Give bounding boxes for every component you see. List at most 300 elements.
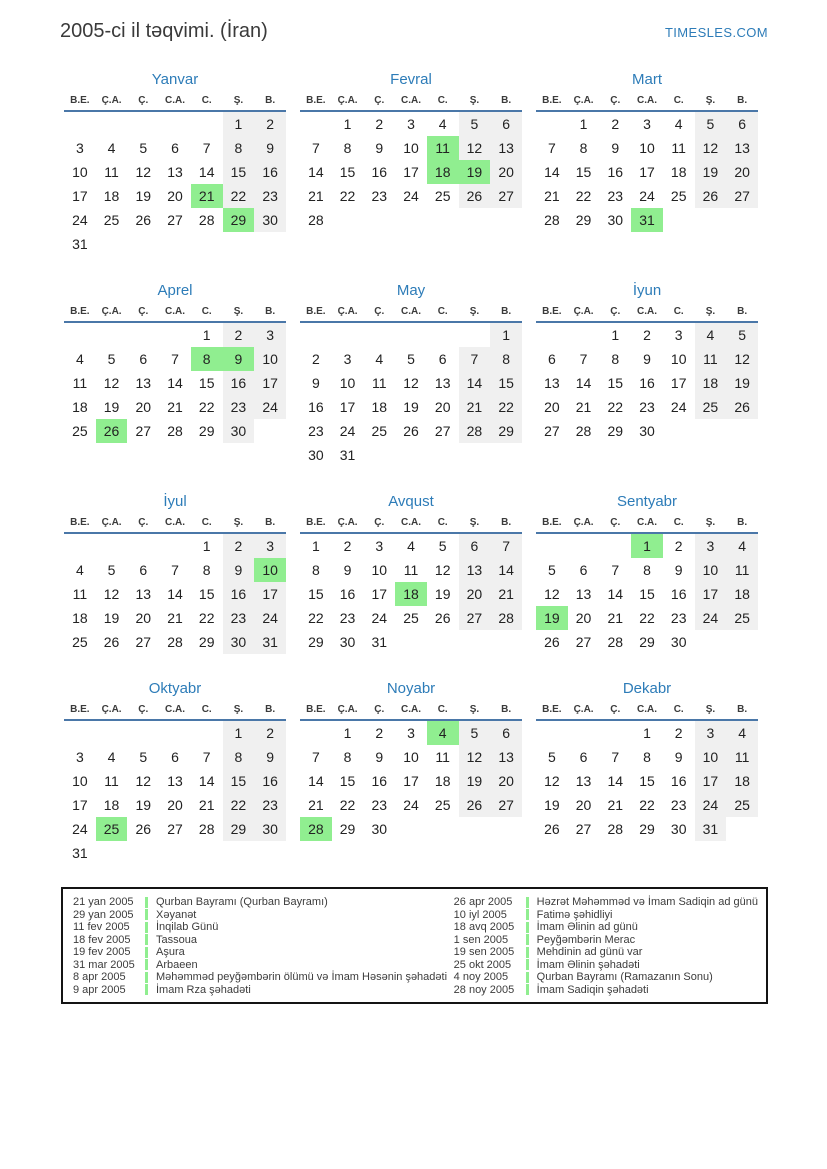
weekday-header: C.A. [636, 704, 657, 715]
weekday-header: B. [501, 517, 512, 528]
holiday-color-bar [526, 972, 529, 983]
weekday-header: B. [265, 95, 276, 106]
day-cell: 28 [198, 821, 215, 837]
day-cell: 29 [198, 634, 215, 650]
weekday-header: Ç.A. [337, 95, 358, 106]
day-cell: 12 [459, 745, 491, 769]
legend-label: Tassoua [156, 933, 197, 946]
day-cell: 22 [308, 610, 324, 626]
day-cell: 24 [695, 793, 727, 817]
day-cell: 12 [103, 375, 120, 391]
day-cell: 29 [607, 423, 624, 439]
holiday-day-cell: 18 [395, 582, 427, 606]
weekday-header: Ç.A. [101, 306, 122, 317]
day-cell: 27 [575, 821, 592, 837]
empty-day-cell [332, 323, 364, 347]
month-days [300, 112, 522, 232]
month-title: Aprel [157, 282, 193, 299]
day-cell: 28 [575, 423, 592, 439]
month-11 [300, 678, 522, 841]
holiday-day-cell: 31 [631, 208, 663, 232]
day-cell: 29 [223, 817, 255, 841]
empty-day-cell [599, 721, 631, 745]
day-cell: 2 [674, 725, 683, 741]
weekday-header: C. [201, 95, 212, 106]
day-cell: 25 [371, 423, 388, 439]
day-cell: 6 [438, 351, 447, 367]
legend-label: Arbaeen [156, 958, 198, 971]
month-title: Dekabr [622, 680, 672, 697]
day-cell: 7 [311, 749, 320, 765]
day-cell: 6 [459, 534, 491, 558]
empty-day-cell [64, 323, 96, 347]
month-7 [64, 491, 286, 654]
day-cell: 9 [254, 136, 286, 160]
weekday-header: C. [201, 306, 212, 317]
day-cell: 19 [695, 160, 727, 184]
month-days [300, 721, 522, 841]
day-cell: 7 [490, 534, 522, 558]
empty-day-cell [127, 534, 159, 558]
day-cell: 12 [544, 773, 560, 789]
weekday-header: C. [437, 704, 448, 715]
day-cell: 7 [547, 140, 556, 156]
weekday-header: C.A. [636, 517, 657, 528]
month-days [536, 721, 758, 841]
weekday-header: B. [737, 704, 748, 715]
day-cell: 10 [670, 351, 687, 367]
months-grid [64, 69, 758, 865]
day-cell: 17 [695, 769, 727, 793]
legend-entry [73, 984, 454, 997]
day-cell: 15 [607, 375, 624, 391]
day-cell: 22 [198, 399, 215, 415]
day-cell: 16 [371, 773, 388, 789]
holiday-day-cell: 25 [96, 817, 128, 841]
day-cell: 5 [726, 323, 758, 347]
day-cell: 29 [339, 821, 356, 837]
day-cell: 15 [223, 160, 255, 184]
day-cell: 26 [135, 821, 152, 837]
weekday-header: B. [737, 517, 748, 528]
legend-date: 9 apr 2005 [73, 983, 126, 996]
day-cell: 20 [135, 610, 152, 626]
day-cell: 3 [254, 323, 286, 347]
weekday-header: C. [201, 704, 212, 715]
day-cell: 20 [490, 769, 522, 793]
day-cell: 26 [135, 212, 152, 228]
day-cell: 27 [726, 184, 758, 208]
day-cell: 1 [611, 327, 620, 343]
empty-day-cell [363, 323, 395, 347]
weekday-header: Ş. [233, 306, 244, 317]
day-cell: 11 [695, 347, 727, 371]
legend-entry [73, 934, 454, 947]
empty-day-cell [127, 323, 159, 347]
day-cell: 24 [403, 188, 419, 204]
day-cell: 2 [311, 351, 320, 367]
day-cell: 28 [308, 212, 324, 228]
day-cell: 11 [726, 745, 758, 769]
day-cell: 5 [107, 562, 116, 578]
day-cell: 15 [308, 586, 324, 602]
month-days [300, 534, 522, 654]
legend-date: 19 fev 2005 [73, 946, 131, 959]
weekday-header: Ç.A. [101, 95, 122, 106]
weekday-header: B.E. [70, 517, 90, 528]
day-cell: 21 [308, 188, 324, 204]
day-cell: 13 [490, 745, 522, 769]
day-cell: 14 [575, 375, 592, 391]
weekday-header: B.E. [306, 517, 326, 528]
day-cell: 24 [339, 423, 356, 439]
day-cell: 11 [72, 375, 88, 391]
day-cell: 12 [135, 164, 152, 180]
day-cell: 17 [403, 164, 419, 180]
day-cell: 4 [726, 721, 758, 745]
day-cell: 1 [311, 538, 320, 554]
day-cell: 17 [403, 773, 419, 789]
holiday-day-cell: 19 [459, 160, 491, 184]
day-cell: 1 [343, 116, 352, 132]
holiday-day-cell: 29 [223, 208, 255, 232]
legend-label: Xəyanət [156, 908, 197, 921]
legend-date: 21 yan 2005 [73, 896, 134, 909]
legend-box [61, 887, 768, 1004]
empty-day-cell [159, 721, 191, 745]
weekday-header-row [536, 517, 758, 534]
empty-day-cell [536, 112, 568, 136]
day-cell: 14 [198, 773, 215, 789]
day-cell: 27 [459, 606, 491, 630]
day-cell: 24 [670, 399, 687, 415]
empty-day-cell [395, 323, 427, 347]
day-cell: 28 [607, 634, 624, 650]
page-title: 2005-ci il təqvimi. (İran) [60, 20, 268, 42]
day-cell: 3 [343, 351, 352, 367]
legend-entry [73, 909, 454, 922]
empty-day-cell [536, 534, 568, 558]
weekday-header: Ç. [610, 517, 621, 528]
day-cell: 23 [308, 423, 324, 439]
legend-entry [454, 921, 758, 934]
day-cell: 13 [135, 586, 152, 602]
day-cell: 18 [695, 371, 727, 395]
day-cell: 2 [611, 116, 620, 132]
day-cell: 30 [670, 634, 687, 650]
day-cell: 25 [726, 606, 758, 630]
day-cell: 2 [343, 538, 352, 554]
day-cell: 1 [343, 725, 352, 741]
day-cell: 21 [167, 610, 183, 626]
legend-date: 18 avq 2005 [453, 921, 515, 934]
holiday-color-bar [145, 947, 148, 958]
day-cell: 5 [459, 721, 491, 745]
day-cell: 30 [308, 447, 324, 463]
holiday-color-bar [145, 897, 148, 908]
legend-date: 31 mar 2005 [73, 958, 135, 971]
day-cell: 6 [579, 749, 588, 765]
day-cell: 30 [670, 821, 687, 837]
empty-day-cell [300, 112, 332, 136]
month-title: Avqust [388, 493, 434, 510]
day-cell: 7 [202, 749, 211, 765]
month-title: Sentyabr [616, 493, 678, 510]
empty-day-cell [64, 112, 96, 136]
day-cell: 23 [371, 188, 388, 204]
day-cell: 27 [135, 423, 152, 439]
legend-label: Qurban Bayramı (Ramazanın Sonu) [536, 971, 713, 984]
day-cell: 30 [254, 208, 286, 232]
day-cell: 5 [139, 749, 148, 765]
day-cell: 20 [167, 188, 183, 204]
day-cell: 8 [643, 562, 651, 578]
day-cell: 2 [375, 116, 384, 132]
weekday-header-row [300, 704, 522, 721]
day-cell: 31 [254, 630, 286, 654]
day-cell: 10 [695, 558, 727, 582]
day-cell: 12 [459, 136, 491, 160]
day-cell: 28 [607, 821, 624, 837]
day-cell: 3 [695, 721, 727, 745]
day-cell: 19 [403, 399, 419, 415]
empty-day-cell [568, 721, 600, 745]
day-cell: 9 [375, 140, 384, 156]
legend-label: Həzrət Məhəmməd və İmam Sadiqin ad günü [536, 896, 758, 909]
day-cell: 10 [254, 347, 286, 371]
day-cell: 15 [575, 164, 592, 180]
day-cell: 14 [544, 164, 560, 180]
month-2 [300, 69, 522, 232]
weekday-header: B. [737, 95, 748, 106]
legend-entry [454, 971, 758, 984]
day-cell: 14 [198, 164, 215, 180]
day-cell: 20 [459, 582, 491, 606]
day-cell: 31 [72, 236, 88, 252]
month-title: İyul [163, 493, 187, 510]
day-cell: 2 [223, 534, 255, 558]
day-cell: 17 [254, 582, 286, 606]
day-cell: 26 [459, 793, 491, 817]
legend-entry [73, 971, 454, 984]
legend-date: 10 iyl 2005 [453, 908, 507, 921]
day-cell: 4 [726, 534, 758, 558]
day-cell: 14 [308, 773, 324, 789]
holiday-color-bar [145, 959, 148, 970]
day-cell: 21 [198, 797, 215, 813]
day-cell: 10 [695, 745, 727, 769]
holiday-day-cell: 1 [631, 534, 663, 558]
weekday-header: B.E. [306, 306, 326, 317]
day-cell: 10 [371, 562, 388, 578]
empty-day-cell [159, 112, 191, 136]
month-12 [536, 678, 758, 841]
day-cell: 26 [726, 395, 758, 419]
day-cell: 9 [223, 558, 255, 582]
day-cell: 8 [343, 749, 352, 765]
day-cell: 21 [459, 395, 491, 419]
weekday-header: C. [437, 517, 448, 528]
weekday-header: B.E. [542, 704, 562, 715]
day-cell: 4 [375, 351, 384, 367]
day-cell: 26 [695, 184, 727, 208]
day-cell: 11 [104, 773, 119, 789]
holiday-day-cell: 18 [427, 160, 459, 184]
day-cell: 9 [674, 749, 683, 765]
month-1 [64, 69, 286, 256]
day-cell: 31 [695, 817, 727, 841]
month-days [536, 112, 758, 232]
legend-label: İmam Əlinin ad günü [536, 921, 638, 934]
day-cell: 16 [371, 164, 388, 180]
holiday-color-bar [526, 947, 529, 958]
empty-day-cell [159, 534, 191, 558]
empty-day-cell [96, 323, 128, 347]
day-cell: 29 [308, 634, 324, 650]
holiday-color-bar [145, 922, 148, 933]
day-cell: 27 [490, 184, 522, 208]
day-cell: 24 [72, 821, 88, 837]
day-cell: 29 [490, 419, 522, 443]
legend-label: İnqilab Günü [156, 921, 219, 934]
weekday-header: C.A. [164, 517, 185, 528]
day-cell: 15 [339, 773, 356, 789]
holiday-color-bar [145, 909, 148, 920]
day-cell: 25 [434, 188, 451, 204]
day-cell: 23 [639, 399, 655, 415]
day-cell: 6 [490, 112, 522, 136]
holiday-day-cell: 19 [536, 606, 568, 630]
day-cell: 20 [544, 399, 560, 415]
weekday-header: Ş. [233, 517, 244, 528]
day-cell: 29 [639, 634, 655, 650]
day-cell: 1 [490, 323, 522, 347]
weekday-header: C. [673, 704, 684, 715]
day-cell: 4 [107, 140, 116, 156]
empty-day-cell [427, 323, 459, 347]
day-cell: 18 [103, 188, 120, 204]
day-cell: 24 [371, 610, 388, 626]
weekday-header: B. [737, 306, 748, 317]
month-title: Oktyabr [148, 680, 202, 697]
day-cell: 19 [459, 769, 491, 793]
day-cell: 21 [308, 797, 324, 813]
day-cell: 14 [167, 586, 183, 602]
day-cell: 26 [103, 634, 120, 650]
empty-day-cell [568, 323, 600, 347]
day-cell: 9 [343, 562, 352, 578]
weekday-header: Ç. [374, 306, 385, 317]
weekday-header-row [536, 306, 758, 323]
day-cell: 9 [375, 749, 384, 765]
day-cell: 4 [695, 323, 727, 347]
day-cell: 19 [726, 371, 758, 395]
day-cell: 3 [375, 538, 384, 554]
empty-day-cell [568, 534, 600, 558]
day-cell: 3 [407, 116, 415, 132]
day-cell: 3 [674, 327, 683, 343]
day-cell: 7 [311, 140, 320, 156]
day-cell: 6 [171, 140, 179, 156]
weekday-header: Ç. [138, 95, 149, 106]
day-cell: 12 [726, 347, 758, 371]
day-cell: 23 [223, 606, 255, 630]
day-cell: 13 [167, 164, 183, 180]
weekday-header: B.E. [542, 95, 562, 106]
day-cell: 17 [72, 188, 88, 204]
empty-day-cell [191, 721, 223, 745]
weekday-header: B.E. [542, 517, 562, 528]
weekday-header: B.E. [306, 95, 326, 106]
day-cell: 4 [674, 116, 683, 132]
day-cell: 20 [726, 160, 758, 184]
day-cell: 25 [403, 610, 419, 626]
day-cell: 31 [339, 447, 356, 463]
day-cell: 10 [339, 375, 356, 391]
legend-label: İmam Əlinin şəhadəti [536, 958, 640, 971]
day-cell: 3 [695, 534, 727, 558]
day-cell: 13 [459, 558, 491, 582]
day-cell: 25 [670, 188, 687, 204]
day-cell: 13 [726, 136, 758, 160]
holiday-day-cell: 10 [254, 558, 286, 582]
day-cell: 18 [371, 399, 388, 415]
day-cell: 26 [403, 423, 419, 439]
day-cell: 20 [135, 399, 152, 415]
legend-label: Mehdinin ad günü var [536, 946, 643, 959]
legend-entry [454, 984, 758, 997]
weekday-header: B. [501, 306, 512, 317]
weekday-header: Ç. [374, 95, 385, 106]
day-cell: 17 [371, 586, 388, 602]
legend-entry [454, 959, 758, 972]
legend-date: 19 sen 2005 [453, 946, 515, 959]
day-cell: 10 [639, 140, 655, 156]
legend-entry [73, 946, 454, 959]
weekday-header-row [300, 517, 522, 534]
day-cell: 3 [254, 534, 286, 558]
day-cell: 23 [670, 797, 687, 813]
day-cell: 28 [167, 423, 183, 439]
day-cell: 6 [726, 112, 758, 136]
month-title: Mart [632, 71, 662, 88]
day-cell: 28 [544, 212, 560, 228]
legend-date: 26 apr 2005 [453, 896, 513, 909]
day-cell: 27 [544, 423, 560, 439]
day-cell: 30 [339, 634, 356, 650]
day-cell: 4 [75, 562, 84, 578]
day-cell: 15 [490, 371, 522, 395]
brand-link[interactable]: TIMESLES.COM [664, 25, 768, 40]
day-cell: 21 [607, 610, 624, 626]
month-title: İyun [632, 282, 662, 299]
month-title: Fevral [390, 71, 432, 88]
day-cell: 17 [695, 582, 727, 606]
empty-day-cell [536, 323, 568, 347]
legend-label: Qurban Bayramı (Qurban Bayramı) [156, 896, 328, 909]
day-cell: 12 [434, 562, 451, 578]
day-cell: 24 [254, 395, 286, 419]
legend-date: 4 noy 2005 [453, 971, 509, 984]
weekday-header: C.A. [636, 95, 657, 106]
weekday-header: B.E. [70, 95, 90, 106]
holiday-color-bar [526, 922, 529, 933]
empty-day-cell [300, 721, 332, 745]
weekday-header: Ş. [705, 517, 716, 528]
day-cell: 7 [171, 351, 179, 367]
day-cell: 15 [639, 773, 655, 789]
legend-label: Aşura [156, 946, 185, 959]
